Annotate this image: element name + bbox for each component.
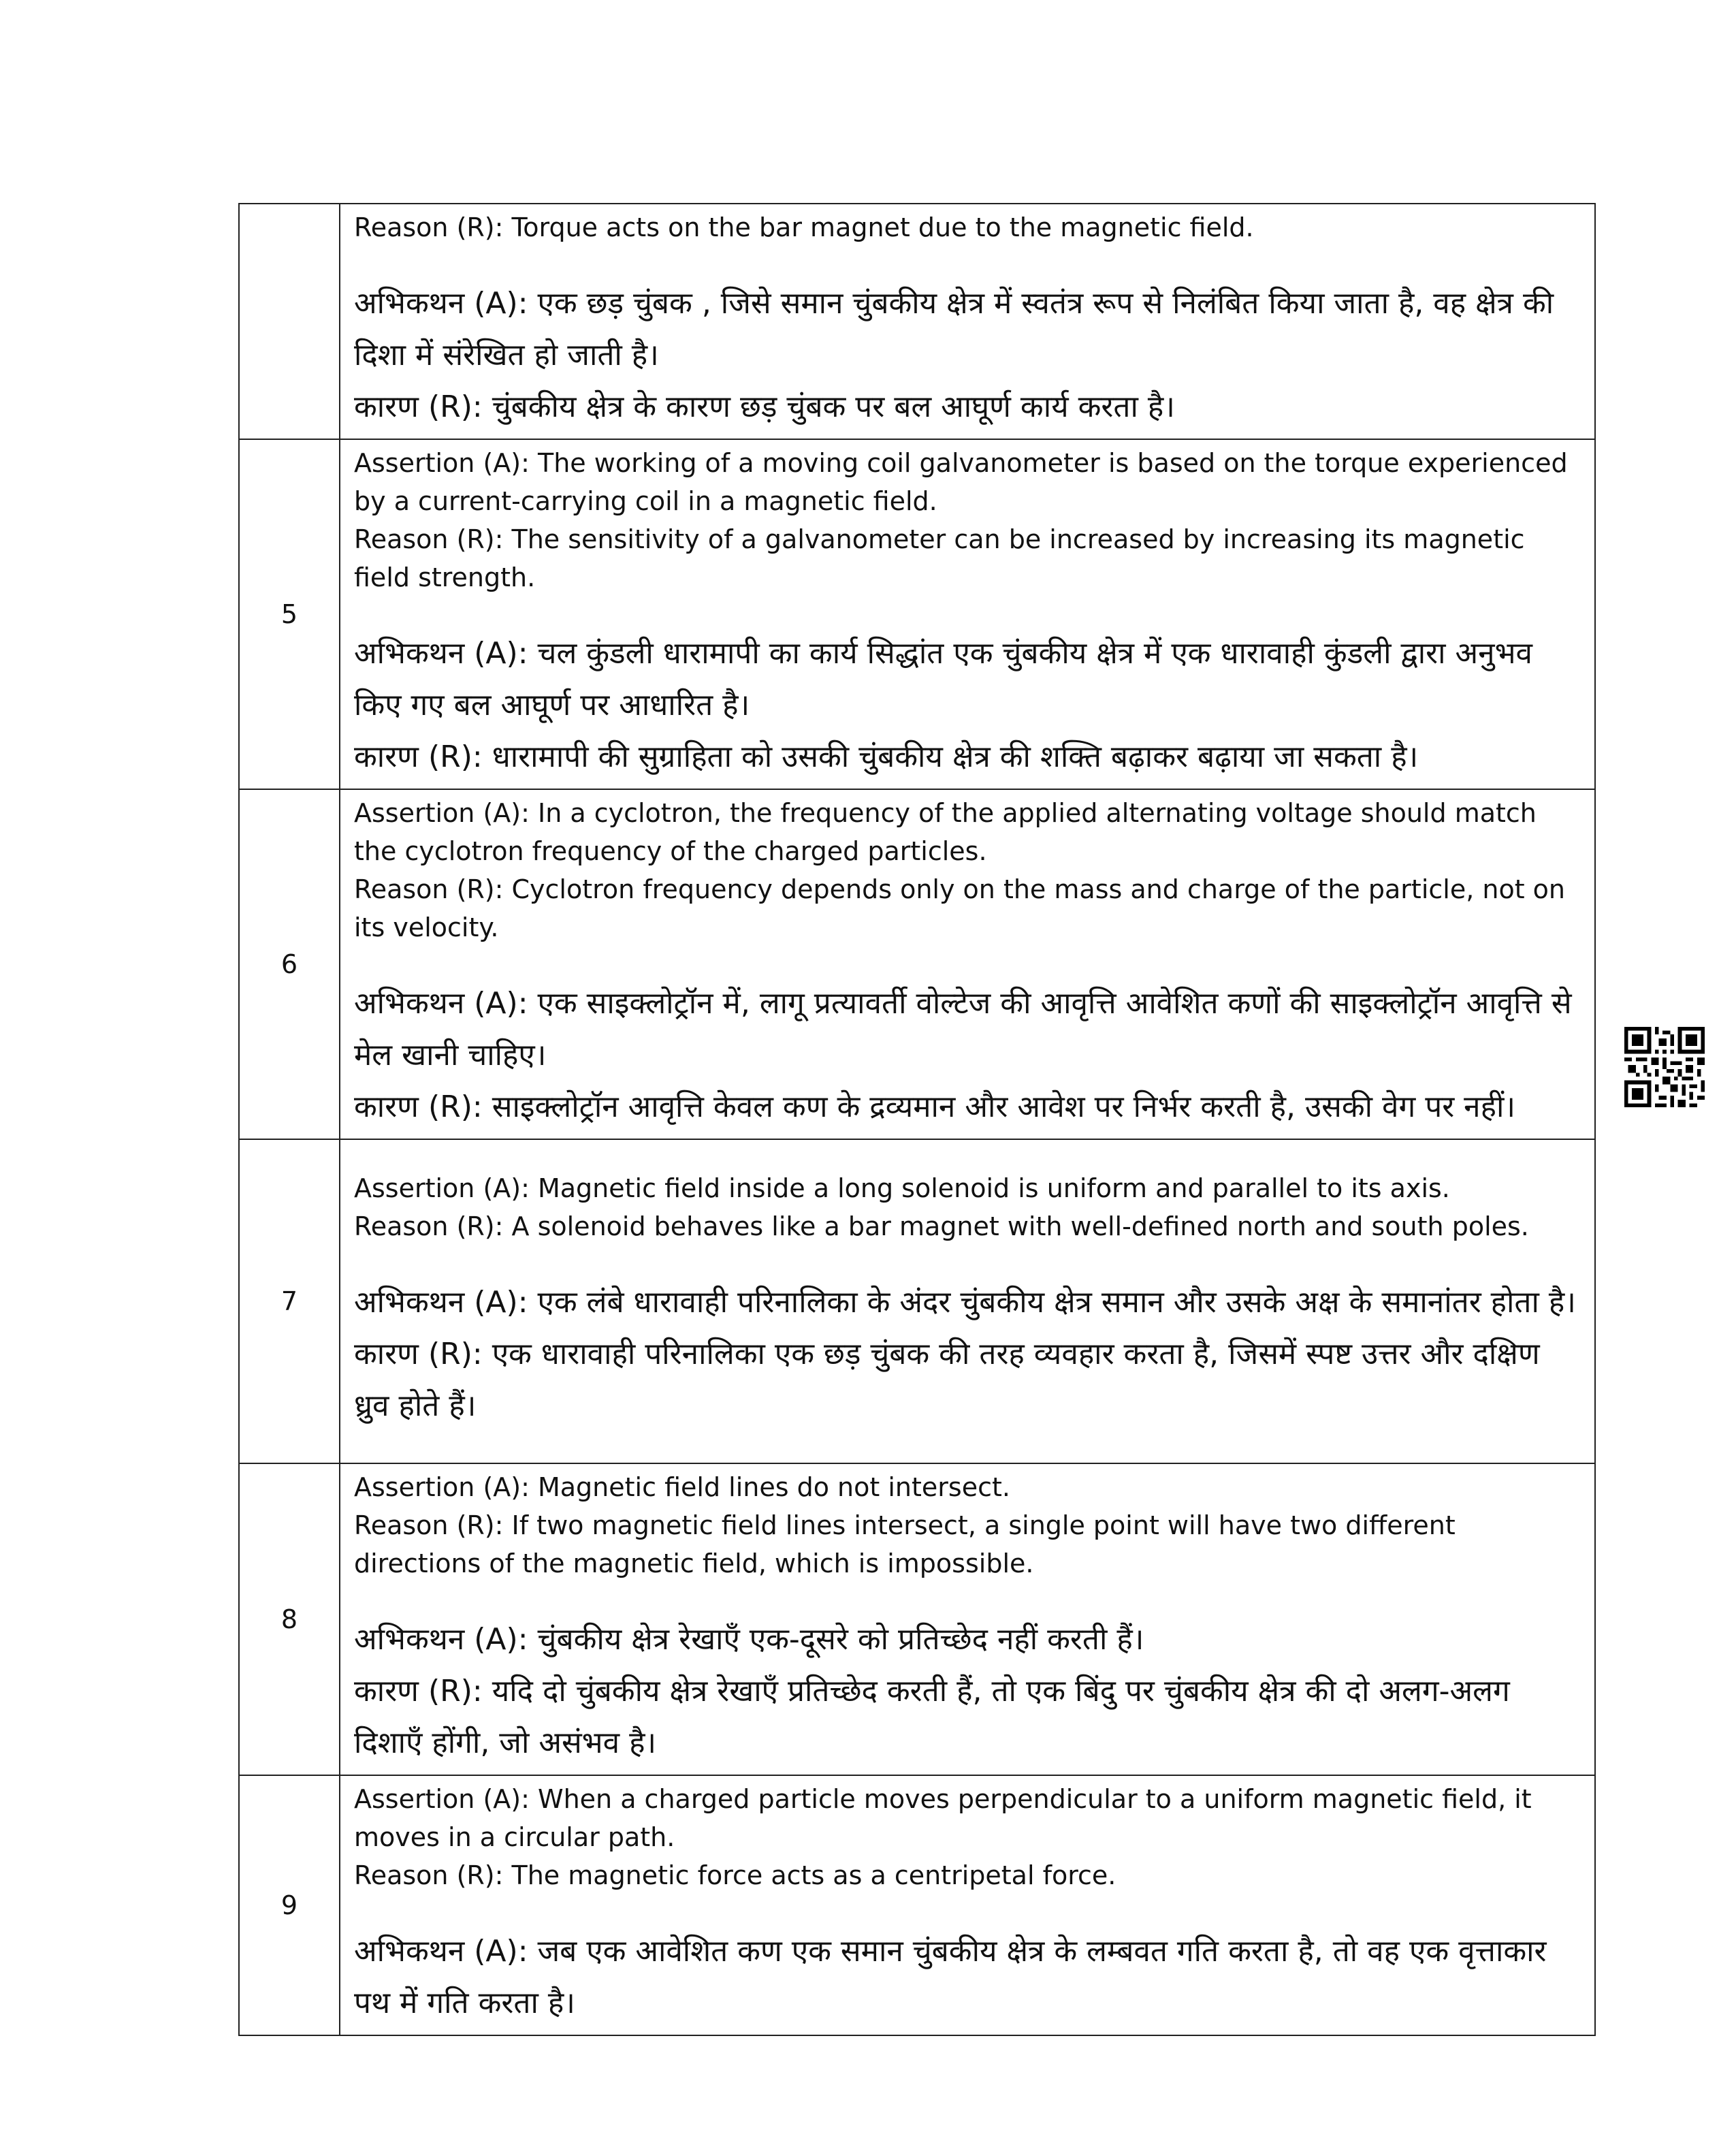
english-assertion: Assertion (A): Magnetic field lines do not intersect. xyxy=(354,1472,1010,1502)
hindi-reason: कारण (R): एक धारावाही परिनालिका एक छड़ चुंबक की तरह व्यवहार करता है, जिसमें स्पष्ट उत्तर और दक्षिण ध्रुव होते हैं। xyxy=(354,1337,1540,1423)
hindi-assertion: अभिकथन (A): चुंबकीय क्षेत्र रेखाएँ एक-दूसरे को प्रतिच्छेद नहीं करती हैं। xyxy=(354,1622,1144,1657)
english-assertion: Assertion (A): When a charged particle moves perpendicular to a uniform magnetic field, it moves in a circular path. xyxy=(354,1784,1532,1852)
english-reason: Reason (R): The magnetic force acts as a centripetal force. xyxy=(354,1860,1116,1890)
english-reason: Reason (R): Cyclotron frequency depends only on the mass and charge of the particle, not on its velocity. xyxy=(354,874,1566,942)
english-assertion: Assertion (A): The working of a moving coil galvanometer is based on the torque experienced by a current-carrying coil in a magnetic field. xyxy=(354,448,1568,516)
hindi-assertion: अभिकथन (A): एक छड़ चुंबक , जिसे समान चुंबकीय क्षेत्र में स्वतंत्र रूप से निलंबित किया जाता है, वह क्षेत्र की दिशा में संरेखित हो जाती है। xyxy=(354,286,1554,372)
question-text xyxy=(340,204,1595,439)
table-row xyxy=(239,1139,1595,1463)
english-assertion: Assertion (A): Magnetic field inside a long solenoid is uniform and parallel to its axis. xyxy=(354,1173,1450,1203)
question-number: 5 xyxy=(239,439,340,789)
hindi-assertion: अभिकथन (A): एक साइक्लोट्रॉन में, लागू प्रत्यावर्ती वोल्टेज की आवृत्ति आवेशित कणों की साइक्लोट्रॉन आवृत्ति से मेल खानी चाहिए। xyxy=(354,986,1572,1072)
hindi-assertion: अभिकथन (A): जब एक आवेशित कण एक समान चुंबकीय क्षेत्र के लम्बवत गति करता है, तो वह एक वृत्ताकार पथ में गति करता है। xyxy=(354,1934,1547,2020)
question-number xyxy=(239,204,340,439)
english-reason: Reason (R): Torque acts on the bar magnet due to the magnetic field. xyxy=(354,212,1254,242)
question-text xyxy=(340,439,1595,789)
table-row xyxy=(239,204,1595,439)
question-text xyxy=(340,1775,1595,2035)
hindi-assertion: अभिकथन (A): चल कुंडली धारामापी का कार्य सिद्धांत एक चुंबकीय क्षेत्र में एक धारावाही कुंडली द्वारा अनुभव किए गए बल आघूर्ण पर आधारित है। xyxy=(354,636,1532,722)
table-row xyxy=(239,1775,1595,2035)
question-number: 9 xyxy=(239,1775,340,2035)
question-table xyxy=(238,203,1596,2036)
question-number: 6 xyxy=(239,789,340,1139)
question-number: 8 xyxy=(239,1463,340,1775)
english-reason: Reason (R): A solenoid behaves like a bar magnet with well-defined north and south poles. xyxy=(354,1211,1529,1241)
table-row xyxy=(239,789,1595,1139)
question-text xyxy=(340,1139,1595,1463)
question-text xyxy=(340,1463,1595,1775)
table-row xyxy=(239,1463,1595,1775)
hindi-reason: कारण (R): यदि दो चुंबकीय क्षेत्र रेखाएँ प्रतिच्छेद करती हैं, तो एक बिंदु पर चुंबकीय क्षेत्र की दो अलग-अलग दिशाएँ होंगी, जो असंभव है। xyxy=(354,1674,1510,1760)
hindi-reason: कारण (R): साइक्लोट्रॉन आवृत्ति केवल कण के द्रव्यमान और आवेश पर निर्भर करती है, उसकी वेग पर नहीं। xyxy=(354,1090,1516,1124)
qr-code-icon xyxy=(1624,1027,1705,1107)
table-row xyxy=(239,439,1595,789)
english-assertion: Assertion (A): In a cyclotron, the frequency of the applied alternating voltage should match the cyclotron frequency of the charged particles. xyxy=(354,798,1537,866)
english-reason: Reason (R): If two magnetic field lines intersect, a single point will have two different directions of the magnetic field, which is impossible. xyxy=(354,1510,1456,1578)
hindi-reason: कारण (R): चुंबकीय क्षेत्र के कारण छड़ चुंबक पर बल आघूर्ण कार्य करता है। xyxy=(354,390,1175,424)
english-reason: Reason (R): The sensitivity of a galvanometer can be increased by increasing its magnetic field strength. xyxy=(354,524,1525,592)
hindi-reason: कारण (R): धारामापी की सुग्राहिता को उसकी चुंबकीय क्षेत्र की शक्ति बढ़ाकर बढ़ाया जा सकता है। xyxy=(354,740,1419,774)
question-text xyxy=(340,789,1595,1139)
question-number: 7 xyxy=(239,1139,340,1463)
hindi-assertion: अभिकथन (A): एक लंबे धारावाही परिनालिका के अंदर चुंबकीय क्षेत्र समान और उसके अक्ष के समानांतर होता है। xyxy=(354,1285,1576,1320)
